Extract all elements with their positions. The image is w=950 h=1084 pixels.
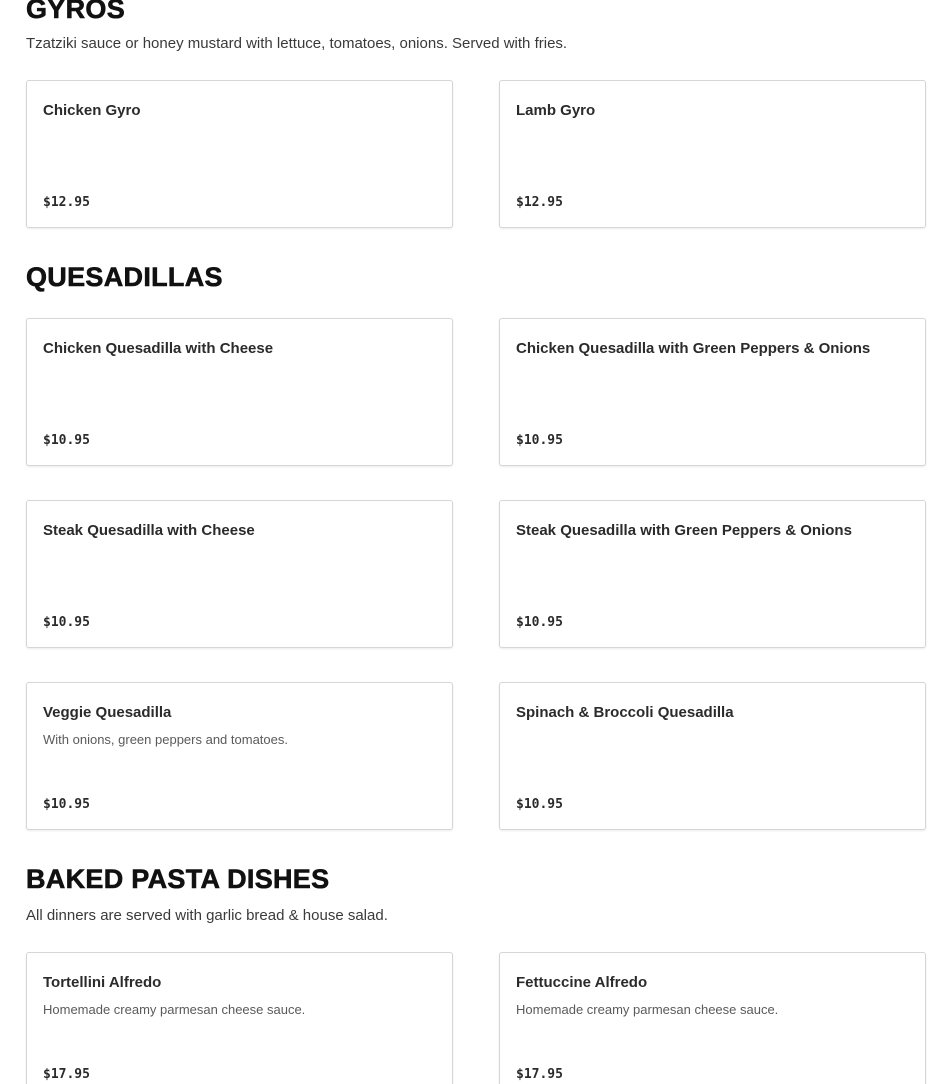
item-name: Tortellini Alfredo [43,974,162,991]
item-price: $10.95 [516,797,563,812]
item-name: Steak Quesadilla with Green Peppers & Onions [516,522,852,539]
item-price: $12.95 [516,195,563,210]
item-price: $10.95 [43,797,90,812]
menu-item-card[interactable] [26,500,453,648]
menu-item-card[interactable] [499,500,926,648]
item-price: $10.95 [43,433,90,448]
item-description: Homemade creamy parmesan cheese sauce. [43,1002,306,1017]
item-price: $17.95 [516,1067,563,1082]
item-description: Homemade creamy parmesan cheese sauce. [516,1002,779,1017]
item-name: Chicken Gyro [43,102,141,119]
section-title-baked-pasta: BAKED PASTA DISHES [26,864,330,894]
menu-item-card[interactable] [499,80,926,228]
item-description: With onions, green peppers and tomatoes. [43,732,288,747]
item-name: Spinach & Broccoli Quesadilla [516,704,734,721]
item-price: $10.95 [43,615,90,630]
item-name: Fettuccine Alfredo [516,974,648,991]
menu-item-card[interactable] [26,80,453,228]
menu-item-card[interactable] [26,318,453,466]
section-description-gyros: Tzatziki sauce or honey mustard with lettuce, tomatoes, onions. Served with fries. [26,35,568,52]
item-name: Veggie Quesadilla [43,704,172,721]
menu-item-card[interactable] [499,318,926,466]
item-name: Chicken Quesadilla with Cheese [43,340,274,357]
item-price: $10.95 [516,433,563,448]
item-name: Lamb Gyro [516,102,596,119]
item-name: Chicken Quesadilla with Green Peppers & Onions [516,340,871,357]
item-price: $17.95 [43,1067,90,1082]
menu-item-card[interactable] [26,682,453,830]
section-description-baked-pasta: All dinners are served with garlic bread & house salad. [26,907,388,924]
menu-item-card[interactable] [499,682,926,830]
section-title-quesadillas: QUESADILLAS [26,262,223,292]
item-price: $12.95 [43,195,90,210]
menu-item-card[interactable] [26,952,453,1084]
item-price: $10.95 [516,615,563,630]
menu-item-card[interactable] [499,952,926,1084]
section-title-gyros: GYROS [26,0,126,24]
item-name: Steak Quesadilla with Cheese [43,522,255,539]
